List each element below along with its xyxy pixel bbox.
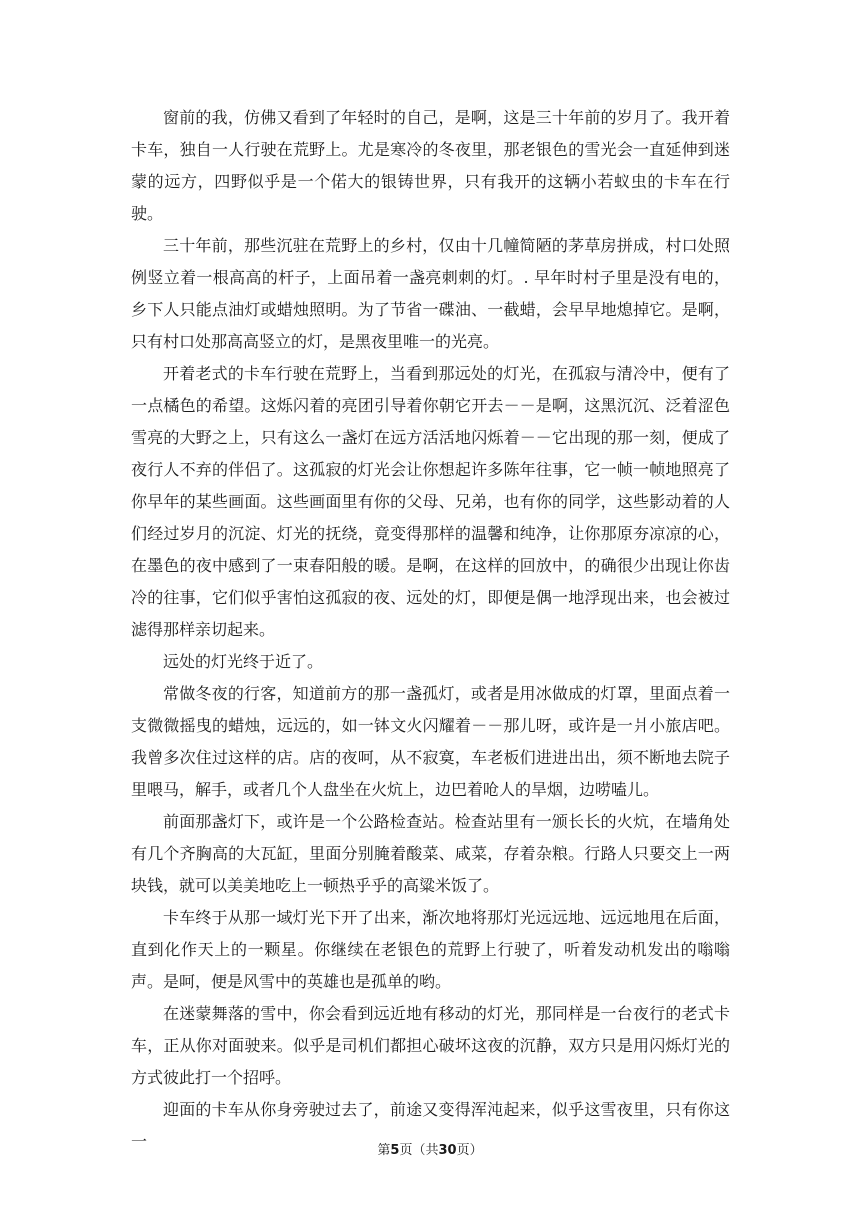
- paragraph-7: 卡车终于从那一域灯光下开了出来，渐次地将那灯光远远地、远远地甩在后面，直到化作天上的一颗星。你继续在老银色的荒野上行驶了，听着发动机发出的嗡嗡声。是呵，便是风雪中的英雄也是孤单的哟。: [131, 908, 730, 991]
- page-number-middle: 页（共: [399, 1143, 439, 1158]
- paragraph-1: 窗前的我，仿佛又看到了年轻时的自己，是啊，这是三十年前的岁月了。我开着卡车，独自一人行驶在荒野上。尤是寒冷的冬夜里，那老银色的雪光会一直延伸到迷蒙的远方，四野似乎是一个偌大的银铸世界，只有我开的这辆小若蚁虫的卡车在行驶。: [131, 108, 730, 223]
- total-page-count: 30: [438, 1143, 457, 1158]
- paragraph-9: 迎面的卡车从你身旁驶过去了，前途又变得浑沌起来，似乎这雪夜里，只有你这一: [131, 1100, 730, 1151]
- article-body: [131, 102, 730, 1158]
- paragraph-2: 三十年前，那些沉驻在荒野上的乡村，仅由十几幢简陋的茅草房拼成，村口处照例竖立着一根高高的杆子，上面吊着一盏亮刺刺的灯。. 早年时村子里是没有电的，乡下人只能点油灯或蜡烛照明。为了节省一碟油、一截蜡，会早早地熄掉它。是啊，只有村口处那高高竖立的灯，是黑夜里唯一的光亮。: [131, 236, 730, 351]
- paragraph-6: 前面那盏灯下，或许是一个公路检查站。检查站里有一颁长长的火炕，在墙角处有几个齐胸高的大瓦缸，里面分别腌着酸菜、咸菜，存着杂粮。行路人只要交上一两块钱，就可以美美地吃上一顿热乎乎的高粱米饭了。: [131, 812, 730, 895]
- paragraph-4: 远处的灯光终于近了。: [163, 652, 324, 671]
- paragraph-5: 常做冬夜的行客，知道前方的那一盏孤灯，或者是用冰做成的灯罩，里面点着一支微微摇曳的蜡烛，远远的，如一钵文火闪耀着－－那儿呀，或许是一爿小旅店吧。我曾多次住过这样的店。店的夜呵，从不寂寞，车老板们进进出出，须不断地去院子里喂马，解手，或者几个人盘坐在火炕上，边巴着呛人的旱烟，边唠嗑儿。: [131, 684, 730, 799]
- paragraph-3: 开着老式的卡车行驶在荒野上，当看到那远处的灯光，在孤寂与清冷中，便有了一点橘色的希望。这烁闪着的亮团引导着你朝它开去－－是啊，这黑沉沉、泛着涩色雪亮的大野之上，只有这么一盏灯在远方活活地闪烁着－－它出现的那一刻，便成了夜行人不弃的伴侣了。这孤寂的灯光会让你想起许多陈年往事，它一帧一帧地照亮了你早年的某些画面。这些画面里有你的父母、兄弟，也有你的同学，这些影动着的人们经过岁月的沉淀、灯光的抚绕，竟变得那样的温馨和纯净，让你那原夯凉凉的心，在墨色的夜中感到了一束春阳般的暖。是啊，在这样的回放中，的确很少出现让你齿冷的往事，它们似乎害怕这孤寂的夜、远处的灯，即便是偶一地浮现出来，也会被过滤得那样亲切起来。: [131, 364, 730, 639]
- paragraph-8: 在迷蒙舞落的雪中，你会看到远近地有移动的灯光，那同样是一台夜行的老式卡车，正从你对面驶来。似乎是司机们都担心破坏这夜的沉静，双方只是用闪烁灯光的方式彼此打一个招呼。: [131, 1004, 730, 1087]
- current-page-number: 5: [390, 1143, 400, 1158]
- page-footer: [0, 1142, 860, 1160]
- page-number-suffix: 页）: [456, 1143, 483, 1158]
- page-number-prefix: 第: [377, 1143, 391, 1158]
